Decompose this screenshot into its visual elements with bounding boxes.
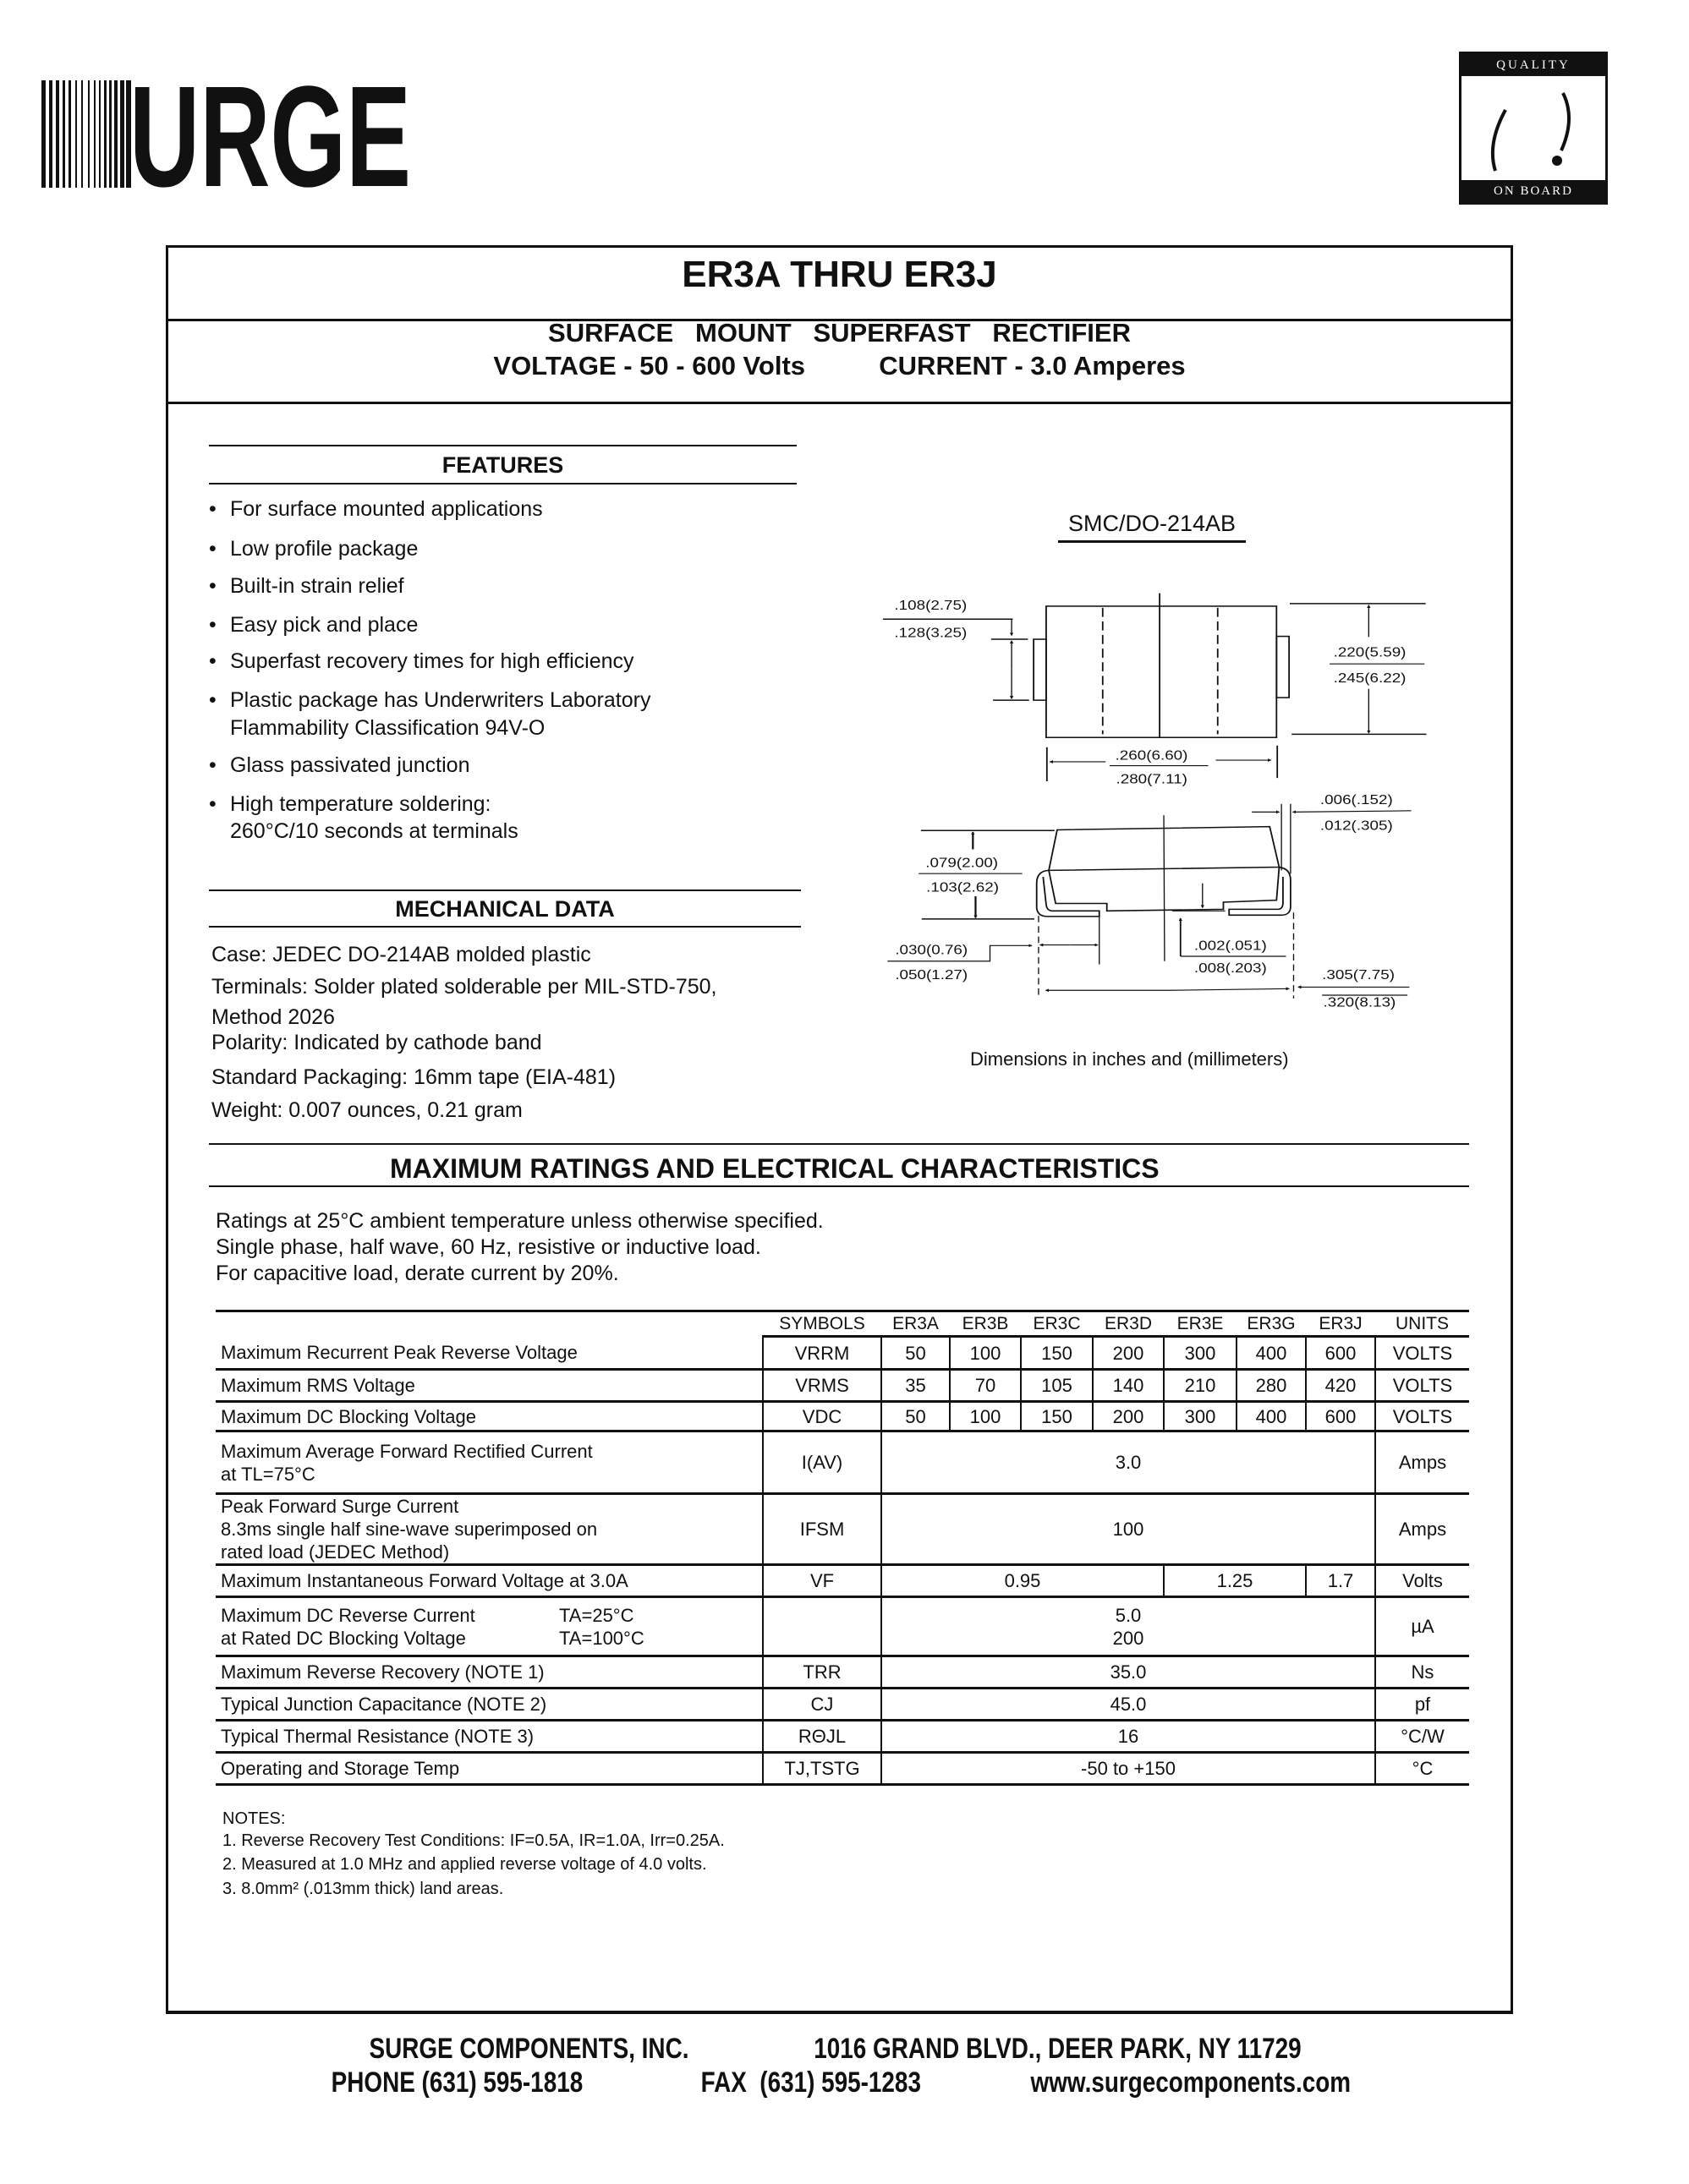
dim-body-length-max: .280(7.11) xyxy=(1116,770,1187,787)
cell-value: -50 to +150 xyxy=(881,1753,1375,1785)
row-symbol xyxy=(763,1597,881,1656)
page-title: ER3A THRU ER3J xyxy=(682,254,997,295)
package-outline-drawing xyxy=(846,507,1438,1015)
voltage-rating: VOLTAGE - 50 - 600 Volts xyxy=(493,351,806,380)
table-row xyxy=(216,1753,1469,1785)
note-item: 3. 8.0mm² (.013mm thick) land areas. xyxy=(222,1880,504,1898)
cell-value: 100 xyxy=(950,1402,1021,1431)
column-header: ER3D xyxy=(1093,1311,1164,1337)
cell-value: 0.95 xyxy=(881,1565,1164,1597)
row-unit: Volts xyxy=(1375,1565,1469,1597)
quality-c-icon xyxy=(1461,76,1605,181)
package-name: SMC/DO-214AB xyxy=(1058,511,1246,543)
table-row xyxy=(216,1656,1469,1689)
mechanical-item: Weight: 0.007 ounces, 0.21 gram xyxy=(211,1098,523,1122)
ratings-rule-top xyxy=(209,1143,1469,1145)
features-heading: FEATURES xyxy=(441,452,564,478)
dim-standoff-max: .008(.203) xyxy=(1193,960,1267,976)
website-link[interactable]: www.surgecomponents.com xyxy=(1030,2066,1351,2099)
row-label: Maximum Average Forward Rectified Current at TL=75°C xyxy=(216,1431,763,1494)
row-label: Typical Junction Capacitance (NOTE 2) xyxy=(216,1689,763,1721)
table-row xyxy=(216,1402,1469,1431)
table-row xyxy=(216,1689,1469,1721)
mechanical-item: Method 2026 xyxy=(211,1005,335,1029)
cell-value: 210 xyxy=(1164,1370,1237,1402)
ratings-rule-bottom xyxy=(209,1185,1469,1187)
cell-value: 3.0 xyxy=(881,1431,1375,1494)
mechanical-item: Polarity: Indicated by cathode band xyxy=(211,1031,542,1054)
dimensions-caption: Dimensions in inches and (millimeters) xyxy=(970,1048,1289,1070)
column-header: UNITS xyxy=(1375,1311,1469,1337)
cell-value: 5.0 200 xyxy=(881,1597,1375,1656)
footer-address-line xyxy=(0,2033,1689,2066)
electrical-characteristics-table xyxy=(216,1310,1469,1786)
ratings-condition: Single phase, half wave, 60 Hz, resistive or inductive load. xyxy=(216,1235,761,1259)
mechanical-item: Case: JEDEC DO-214AB molded plastic xyxy=(211,943,591,966)
dim-total-length-max: .320(8.13) xyxy=(1323,993,1396,1010)
row-unit: Amps xyxy=(1375,1494,1469,1565)
feature-item: • Plastic package has Underwriters Laboratory xyxy=(209,688,651,712)
row-symbol: TRR xyxy=(763,1656,881,1689)
cell-value: 420 xyxy=(1306,1370,1375,1402)
svg-text:URGE: URGE xyxy=(129,57,411,217)
surge-logo xyxy=(41,57,414,217)
cell-value: 35 xyxy=(881,1370,950,1402)
row-symbol: IFSM xyxy=(763,1494,881,1565)
mechanical-item: Standard Packaging: 16mm tape (EIA-481) xyxy=(211,1065,617,1089)
row-label: Maximum DC Reverse Current TA=25°C at Rated DC Blocking Voltage TA=100°C xyxy=(216,1597,763,1656)
feature-item: • Easy pick and place xyxy=(209,613,419,637)
row-label: Maximum DC Blocking Voltage xyxy=(216,1402,763,1431)
row-symbol: VRRM xyxy=(763,1337,881,1370)
feature-item-continued: 260°C/10 seconds at terminals xyxy=(230,819,518,843)
table-row xyxy=(216,1597,1469,1656)
row-symbol: TJ,TSTG xyxy=(763,1753,881,1785)
row-symbol: VRMS xyxy=(763,1370,881,1402)
row-unit: VOLTS xyxy=(1375,1370,1469,1402)
cell-value: 600 xyxy=(1306,1402,1375,1431)
row-label: Maximum RMS Voltage xyxy=(216,1370,763,1402)
cell-value: 150 xyxy=(1021,1337,1093,1370)
row-symbol: I(AV) xyxy=(763,1431,881,1494)
cell-value: 400 xyxy=(1237,1402,1306,1431)
feature-item: • Glass passivated junction xyxy=(209,753,470,777)
cell-value: 50 xyxy=(881,1402,950,1431)
column-header: ER3B xyxy=(950,1311,1021,1337)
dim-standoff-min: .002(.051) xyxy=(1193,937,1267,953)
footer-contact-line xyxy=(0,2066,1689,2099)
company-name: SURGE COMPONENTS, INC. xyxy=(369,2033,689,2065)
column-header: SYMBOLS xyxy=(763,1311,881,1337)
cell-value: 50 xyxy=(881,1337,950,1370)
dim-height-max: .103(2.62) xyxy=(926,879,999,895)
features-rule-top xyxy=(209,445,797,446)
dim-lead-width-max: .128(3.25) xyxy=(894,624,968,641)
row-symbol: VF xyxy=(763,1565,881,1597)
dim-total-length-min: .305(7.75) xyxy=(1322,966,1396,983)
quality-badge xyxy=(1459,52,1608,205)
row-unit: °C/W xyxy=(1375,1721,1469,1753)
note-item: 2. Measured at 1.0 MHz and applied reverse voltage of 4.0 volts. xyxy=(222,1855,707,1874)
row-unit: pf xyxy=(1375,1689,1469,1721)
cell-value: 1.25 xyxy=(1164,1565,1306,1597)
cell-value: 300 xyxy=(1164,1402,1237,1431)
feature-item: • Superfast recovery times for high efficiency xyxy=(209,649,634,673)
badge-bottom-text: ON BOARD xyxy=(1461,180,1605,202)
column-header: ER3G xyxy=(1237,1311,1306,1337)
phone-number: PHONE (631) 595-1818 xyxy=(331,2066,583,2099)
cell-value: 1.7 xyxy=(1306,1565,1375,1597)
row-unit: µA xyxy=(1375,1597,1469,1656)
row-unit: °C xyxy=(1375,1753,1469,1785)
column-header: ER3A xyxy=(881,1311,950,1337)
feature-item: • For surface mounted applications xyxy=(209,497,543,521)
row-unit: VOLTS xyxy=(1375,1402,1469,1431)
current-rating: CURRENT - 3.0 Amperes xyxy=(879,351,1186,380)
table-row xyxy=(216,1721,1469,1753)
dim-body-width-min: .220(5.59) xyxy=(1333,643,1407,660)
column-header: ER3E xyxy=(1164,1311,1237,1337)
cell-value: 16 xyxy=(881,1721,1375,1753)
row-label: Maximum Reverse Recovery (NOTE 1) xyxy=(216,1656,763,1689)
row-label: Operating and Storage Temp xyxy=(216,1753,763,1785)
cell-value: 35.0 xyxy=(881,1656,1375,1689)
divider xyxy=(166,402,1513,404)
surge-logo-graphic xyxy=(41,57,414,217)
cell-value: 100 xyxy=(950,1337,1021,1370)
note-item: 1. Reverse Recovery Test Conditions: IF=0.5A, IR=1.0A, Irr=0.25A. xyxy=(222,1831,725,1850)
subtitle-text: SURFACE MOUNT SUPERFAST RECTIFIER xyxy=(548,318,1131,348)
dim-body-width-max: .245(6.22) xyxy=(1333,670,1407,686)
dim-foot-min: .030(0.76) xyxy=(895,941,968,957)
cell-value: 200 xyxy=(1093,1402,1164,1431)
row-unit: Ns xyxy=(1375,1656,1469,1689)
mechanical-rule-bottom xyxy=(209,926,801,928)
cell-value: 300 xyxy=(1164,1337,1237,1370)
cell-value: 400 xyxy=(1237,1337,1306,1370)
row-unit: VOLTS xyxy=(1375,1337,1469,1370)
dim-body-length-min: .260(6.60) xyxy=(1115,747,1188,763)
dim-lead-thickness-min: .006(.152) xyxy=(1319,791,1393,807)
ratings-condition: Ratings at 25°C ambient temperature unless otherwise specified. xyxy=(216,1209,824,1233)
dim-foot-max: .050(1.27) xyxy=(895,966,968,983)
features-rule-bottom xyxy=(209,483,797,484)
row-symbol: RΘJL xyxy=(763,1721,881,1753)
cell-value: 600 xyxy=(1306,1337,1375,1370)
feature-item: • High temperature soldering: xyxy=(209,792,491,816)
cell-value: 140 xyxy=(1093,1370,1164,1402)
subtitle xyxy=(166,318,1513,348)
table-header-row xyxy=(216,1311,1469,1337)
row-symbol: CJ xyxy=(763,1689,881,1721)
feature-item-continued: Flammability Classification 94V-O xyxy=(230,716,546,740)
row-label: Maximum Instantaneous Forward Voltage at 3.0A xyxy=(216,1565,763,1597)
cell-value: 105 xyxy=(1021,1370,1093,1402)
row-label: Typical Thermal Resistance (NOTE 3) xyxy=(216,1721,763,1753)
cell-value: 150 xyxy=(1021,1402,1093,1431)
table-row xyxy=(216,1494,1469,1565)
cell-value: 100 xyxy=(881,1494,1375,1565)
row-label: Maximum Recurrent Peak Reverse Voltage xyxy=(216,1337,763,1370)
ratings-summary xyxy=(166,351,1513,381)
notes-heading: NOTES: xyxy=(222,1809,286,1828)
table-row xyxy=(216,1337,1469,1370)
fax-number: FAX (631) 595-1283 xyxy=(700,2066,922,2099)
cell-value: 45.0 xyxy=(881,1689,1375,1721)
table-row xyxy=(216,1431,1469,1494)
cell-value: 200 xyxy=(1093,1337,1164,1370)
cell-value: 280 xyxy=(1237,1370,1306,1402)
row-unit: Amps xyxy=(1375,1431,1469,1494)
cell-value: 70 xyxy=(950,1370,1021,1402)
mechanical-rule-top xyxy=(209,889,801,891)
ratings-heading: MAXIMUM RATINGS AND ELECTRICAL CHARACTERISTICS xyxy=(390,1153,1160,1184)
dim-lead-width-min: .108(2.75) xyxy=(894,597,968,613)
company-address: 1016 GRAND BLVD., DEER PARK, NY 11729 xyxy=(814,2033,1302,2065)
column-header: ER3J xyxy=(1306,1311,1375,1337)
dim-height-min: .079(2.00) xyxy=(925,854,999,871)
table-row xyxy=(216,1565,1469,1597)
table-row xyxy=(216,1370,1469,1402)
ratings-condition: For capacitive load, derate current by 20%. xyxy=(216,1262,619,1285)
feature-item: • Built-in strain relief xyxy=(209,574,404,598)
row-label: Peak Forward Surge Current 8.3ms single half sine-wave superimposed on rated load (JEDEC Method) xyxy=(216,1494,763,1565)
row-symbol: VDC xyxy=(763,1402,881,1431)
column-header: ER3C xyxy=(1021,1311,1093,1337)
badge-top-text: QUALITY xyxy=(1461,54,1605,76)
dim-lead-thickness-max: .012(.305) xyxy=(1319,817,1393,834)
mechanical-heading: MECHANICAL DATA xyxy=(395,896,615,922)
mechanical-item: Terminals: Solder plated solderable per MIL-STD-750, xyxy=(211,975,717,999)
feature-item: • Low profile package xyxy=(209,537,419,561)
